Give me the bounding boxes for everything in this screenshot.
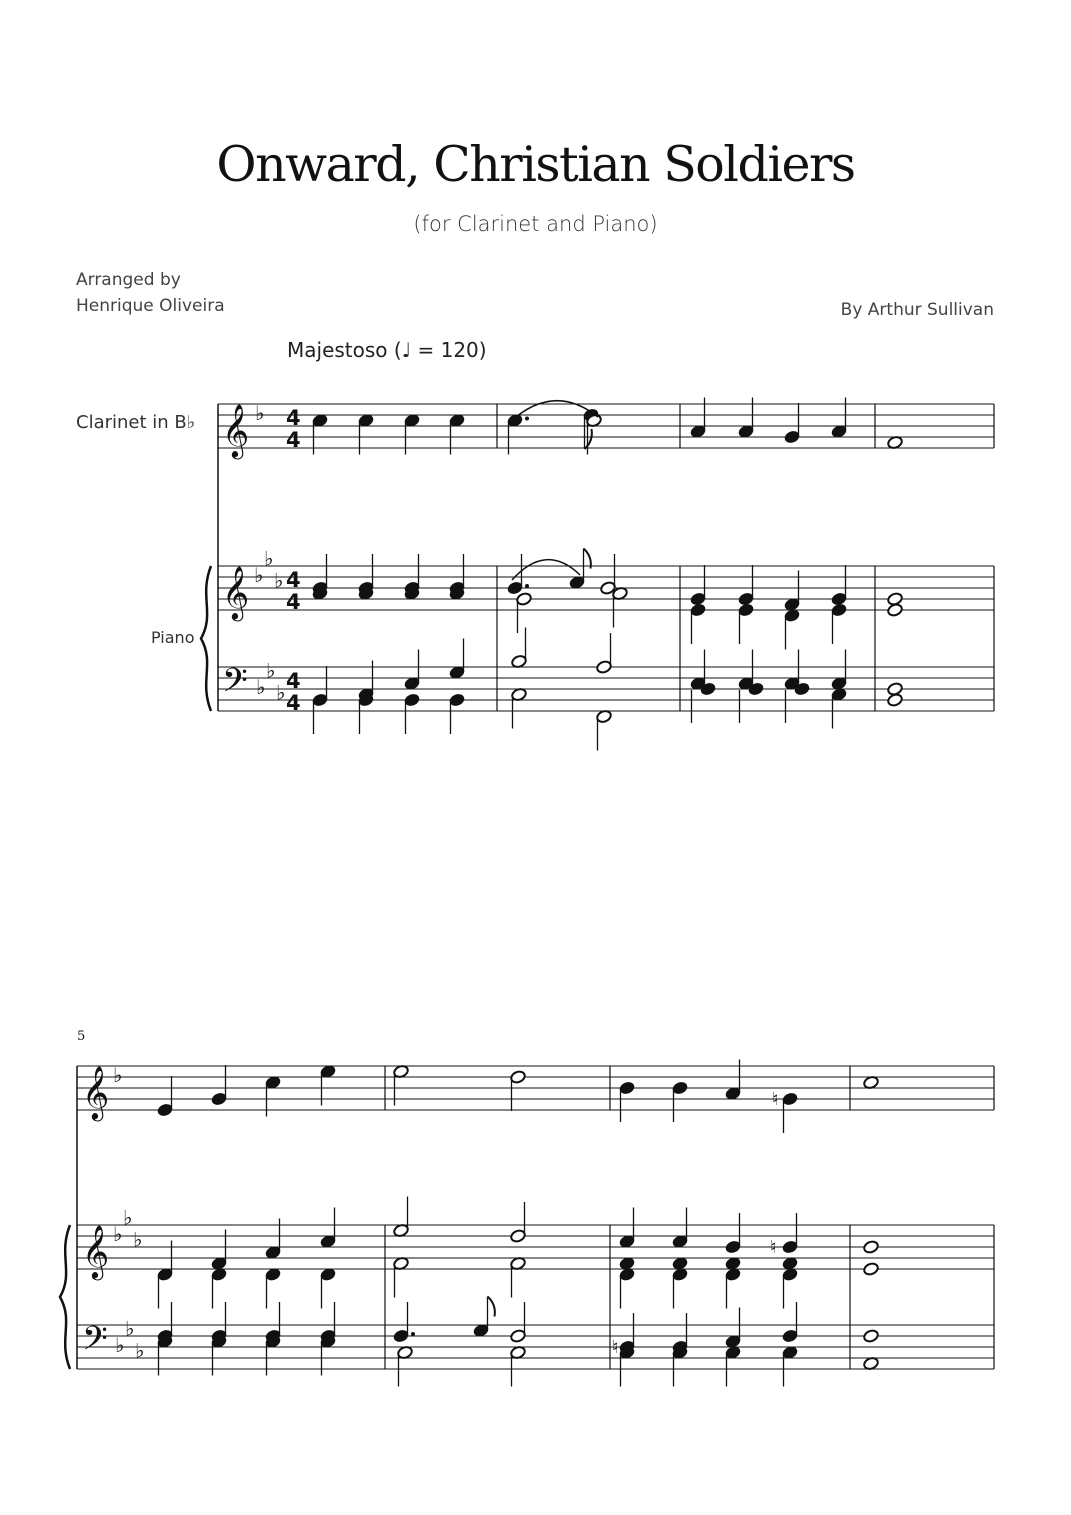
notehead [863,1240,880,1255]
flat-icon: ♭ [276,680,286,705]
time-signature-numerator: 4 [286,568,301,592]
flat-icon: ♭ [113,1063,123,1087]
measure-number: 5 [77,1029,86,1044]
score-title: Onward, Christian Soldiers [216,136,855,193]
dot [411,1332,415,1336]
tempo-value: = 120) [411,338,487,362]
piano-brace [60,1225,70,1369]
notehead [887,693,904,708]
treble-clef-icon: 𝄞 [222,403,250,457]
flat-icon: ♭ [123,1205,133,1230]
notehead [863,1329,880,1344]
composer-credit: By Arthur Sullivan [840,300,994,320]
treble-clef-icon: 𝄞 [82,1224,110,1278]
time-signature-denominator: 4 [286,590,301,614]
bass-clef-icon: 𝄢 [82,1320,108,1366]
flat-icon: ♭ [113,1222,123,1246]
score-subtitle: (for Clarinet and Piano) [413,212,658,236]
arranger-label: Arranged by [76,270,181,290]
flat-icon: ♭ [256,675,266,699]
time-signature-denominator: 4 [286,691,301,715]
dot [525,417,529,421]
bass-clef-icon: 𝄢 [222,662,248,708]
natural-icon: ♮ [612,1337,619,1358]
notehead [887,603,904,618]
arranger-name: Henrique Oliveira [76,296,225,316]
clarinet-staff-label: Clarinet in B♭ [76,412,196,433]
natural-icon: ♮ [772,1089,779,1110]
flat-icon: ♭ [264,546,274,571]
treble-clef-icon: 𝄞 [82,1065,110,1119]
natural-icon: ♮ [770,1237,777,1258]
quarter-note-icon: ♩ [401,338,412,362]
dot [525,584,529,588]
flat-icon: ♭ [133,1227,143,1252]
flat-icon: ♭ [254,563,264,587]
piano-brace [201,566,211,711]
time-signature-numerator: 4 [286,406,301,430]
treble-clef-icon: 𝄞 [222,565,250,619]
tempo-text: Majestoso ( [287,338,402,362]
flag [585,429,592,449]
flag [488,1297,495,1317]
time-signature-numerator: 4 [286,669,301,693]
flat-icon: ♭ [274,568,284,593]
notehead [863,1262,880,1277]
flat-icon: ♭ [266,658,276,683]
time-signature-denominator: 4 [286,428,301,452]
flat-icon: ♭ [115,1333,125,1357]
flat-icon: ♭ [125,1316,135,1341]
piano-staff-label: Piano [151,628,195,647]
flat-icon: ♭ [255,401,265,425]
flat-icon: ♭ [135,1338,145,1363]
